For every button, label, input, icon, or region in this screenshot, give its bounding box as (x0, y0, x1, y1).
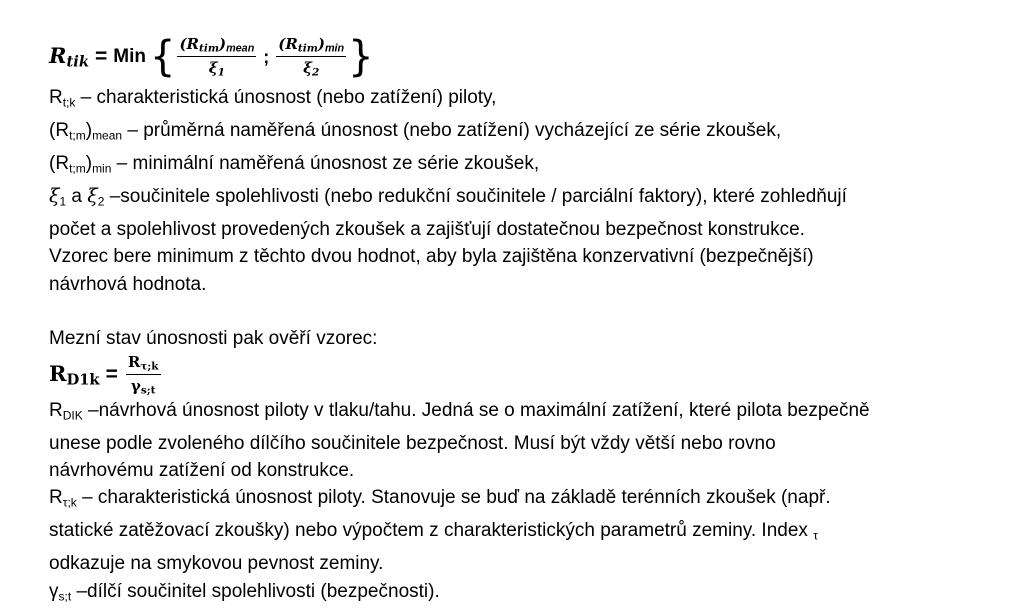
formula-r-tik (49, 30, 1009, 84)
definition-r-tauk-line-1: Rτ;k – charakteristická únosnost piloty. Stanovuje se buď na základě terénních zkoušek (např. (49, 487, 831, 511)
definition-r-tauk-line-2: statické zatěžovací zkoušky) nebo výpočtem z charakteristických parametrů zeminy. Index τ (49, 520, 818, 544)
formula2-lhs: $R_{D1k}$ (49, 360, 100, 389)
formula1-fraction-mean: $\frac{(R_{tim})mean}{\xi_1}$ (179, 35, 255, 79)
paragraph-line-1: počet a spolehlivost provedených zkoušek a zajišťují dostatečnou bezpečnost konstrukce. (49, 219, 805, 240)
formula1-fraction-min: $\frac{(R_{tim})\min}{\xi_2}$ (278, 35, 345, 79)
formula2-fraction: $\frac{R_{\tau;k}}{\gamma_{s;t}}$ (127, 353, 159, 397)
formula1-separator: ; (263, 46, 270, 67)
formula2-equals: = (105, 362, 118, 386)
paragraph-line-2: Vzorec bere minimum z těchto dvou hodnot, aby byla zajištěna konzervativní (bezpečnější) (49, 246, 814, 268)
definition-r-dik-line-1: RDIK –návrhová únosnost piloty v tlaku/tahu. Jedná se o maximální zatížení, které pilota bezpečně (49, 399, 870, 423)
definition-r-dik-line-3: návrhovému zatížení od konstrukce. (49, 460, 355, 482)
right-brace-icon: } (348, 32, 374, 82)
intro-formula-2: Mezní stav únosnosti pak ověří vzorec: (49, 328, 378, 350)
definition-r-tauk-line-3: odkazuje na smykovou pevnost zeminy. (49, 553, 384, 575)
definition-gamma: γs;t –dílčí součinitel spolehlivosti (bezpečnosti). (49, 580, 440, 604)
formula1-min: Min (113, 46, 146, 67)
paragraph-line-3: návrhová hodnota. (49, 273, 207, 295)
formula1-equals: = (95, 45, 108, 68)
formula-r-d1k (49, 353, 1009, 397)
definition-r-tk: Rt;k – charakteristická únosnost (nebo zatížení) piloty, (49, 87, 497, 110)
left-brace-icon: { (149, 32, 176, 82)
definition-r-tm-mean: (Rt;m)mean – průměrná naměřená únosnost (nebo zatížení) vycházející ze série zkoušek, (49, 120, 782, 143)
formula1-lhs: $R_{tik}$ (49, 43, 89, 71)
definition-r-dik-line-2: unese podle zvoleného dílčího součinitele bezpečnost. Musí být vždy větší nebo rovno (49, 432, 776, 454)
spacer (49, 298, 1009, 325)
document-page (49, 30, 1009, 611)
definition-r-tm-min: (Rt;m)min – minimální naměřená únosnost ze série zkoušek, (49, 153, 540, 176)
definition-xi: ξ1 a ξ2 –součinitele spolehlivosti (nebo redukční součinitele / parciální faktory), které zohledňují (49, 185, 847, 209)
